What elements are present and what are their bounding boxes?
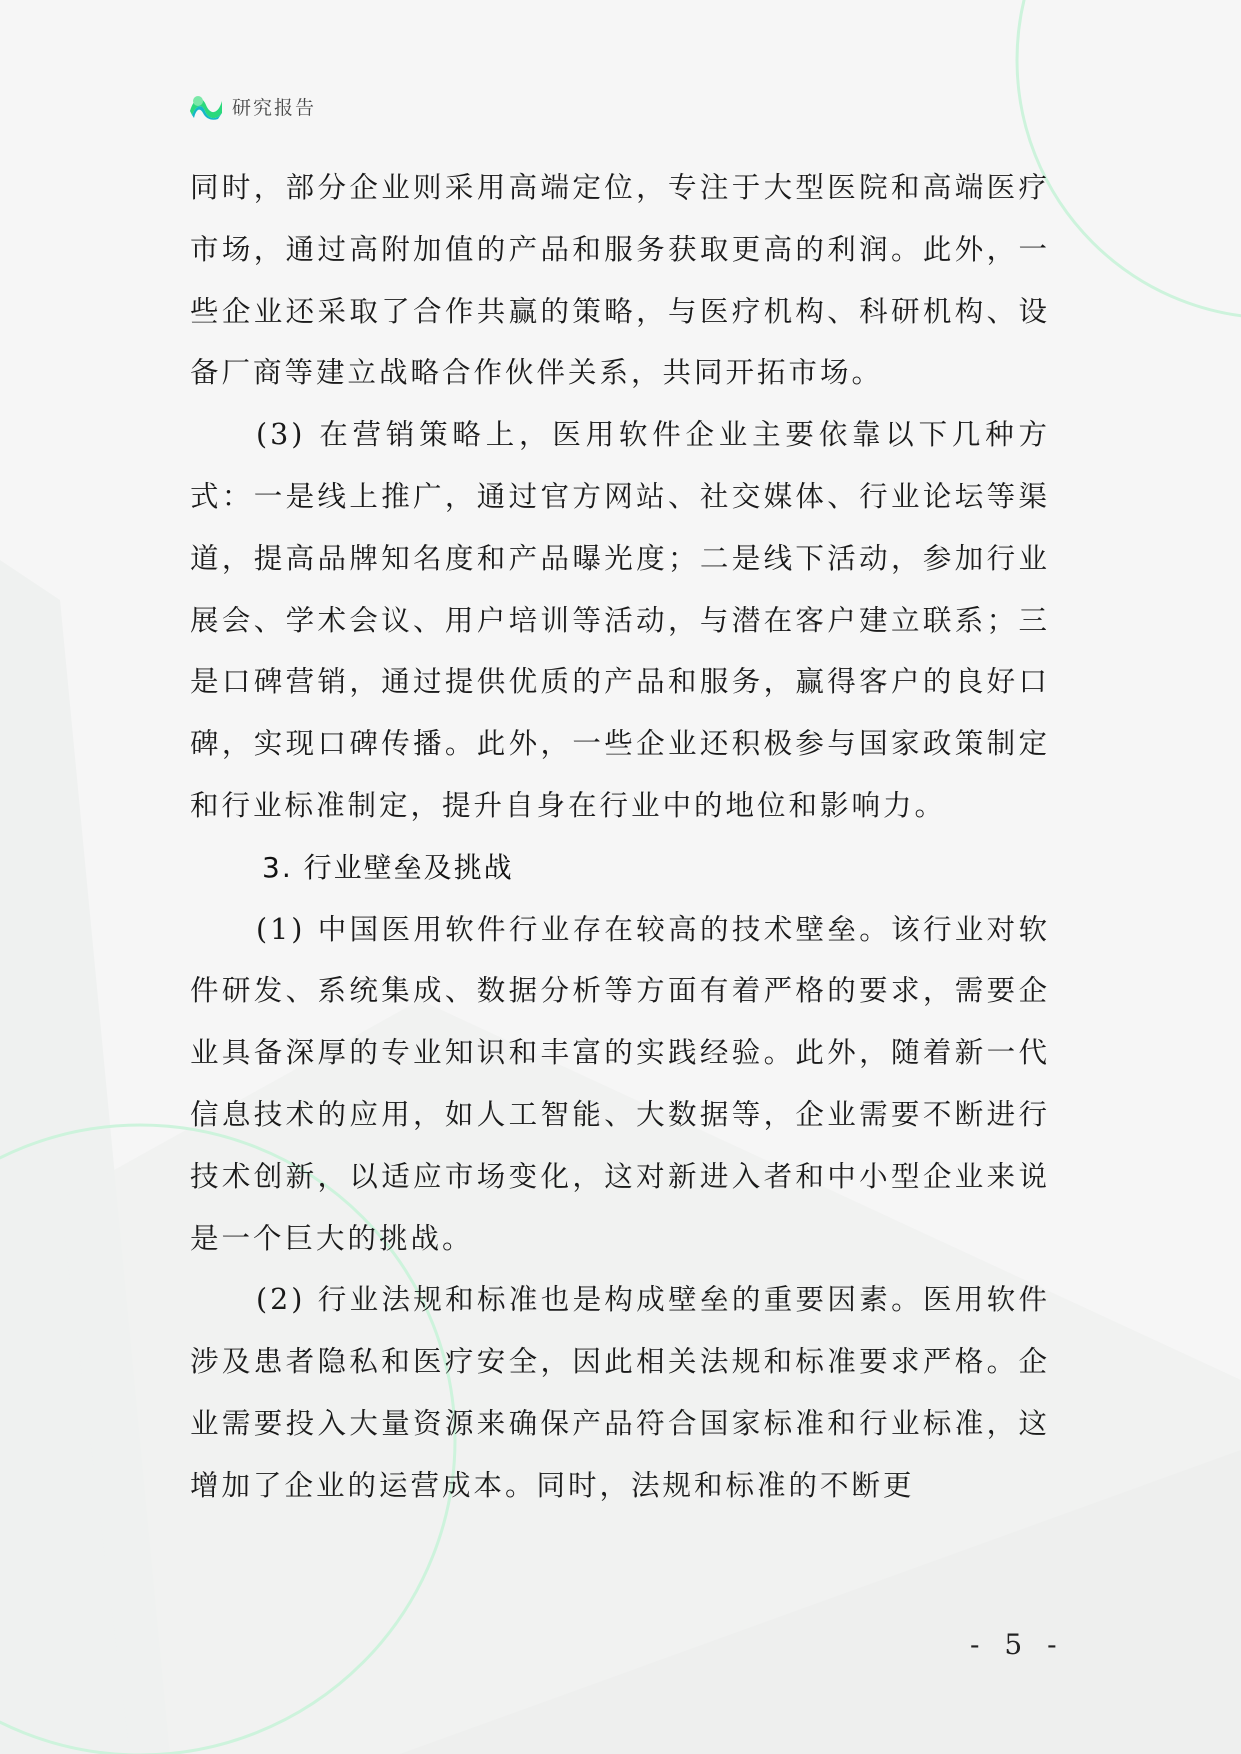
- paragraph-technical-barrier: (1) 中国医用软件行业存在较高的技术壁垒。该行业对软件研发、系统集成、数据分析等方面有着严格的要求，需要企业具备深厚的专业知识和丰富的实践经验。此外，随着新一代信息技术的应用，如人工智能、大数据等，企业需要不断进行技术创新，以适应市场变化，这对新进入者和中小型企业来说是一个巨大的挑战。: [190, 912, 1050, 1255]
- paragraph-market-positioning: 同时，部分企业则采用高端定位，专注于大型医院和高端医疗市场，通过高附加值的产品和服务获取更高的利润。此外，一些企业还采取了合作共赢的策略，与医疗机构、科研机构、设备厂商等建立战略合作伙伴关系，共同开拓市场。: [190, 171, 1050, 390]
- page-number: - 5 -: [970, 1628, 1065, 1661]
- report-header-title: 研究报告: [232, 96, 317, 119]
- brand-logo-icon: [188, 91, 224, 121]
- section-heading-barriers: 3. 行业壁垒及挑战: [262, 850, 514, 884]
- paragraph-marketing-strategy: (3) 在营销策略上，医用软件企业主要依靠以下几种方式：一是线上推广，通过官方网站、社交媒体、行业论坛等渠道，提高品牌知名度和产品曝光度；二是线下活动，参加行业展会、学术会议、用户培训等活动，与潜在客户建立联系；三是口碑营销，通过提供优质的产品和服务，赢得客户的良好口碑，实现口碑传播。此外，一些企业还积极参与国家政策制定和行业标准制定，提升自身在行业中的地位和影响力。: [190, 418, 1050, 822]
- report-body: [190, 157, 1050, 1517]
- paragraph-regulatory-barrier: (2) 行业法规和标准也是构成壁垒的重要因素。医用软件涉及患者隐私和医疗安全，因此相关法规和标准要求严格。企业需要投入大量资源来确保产品符合国家标准和行业标准，这增加了企业的运营成本。同时，法规和标准的不断更: [190, 1283, 1050, 1502]
- report-header: [188, 88, 316, 124]
